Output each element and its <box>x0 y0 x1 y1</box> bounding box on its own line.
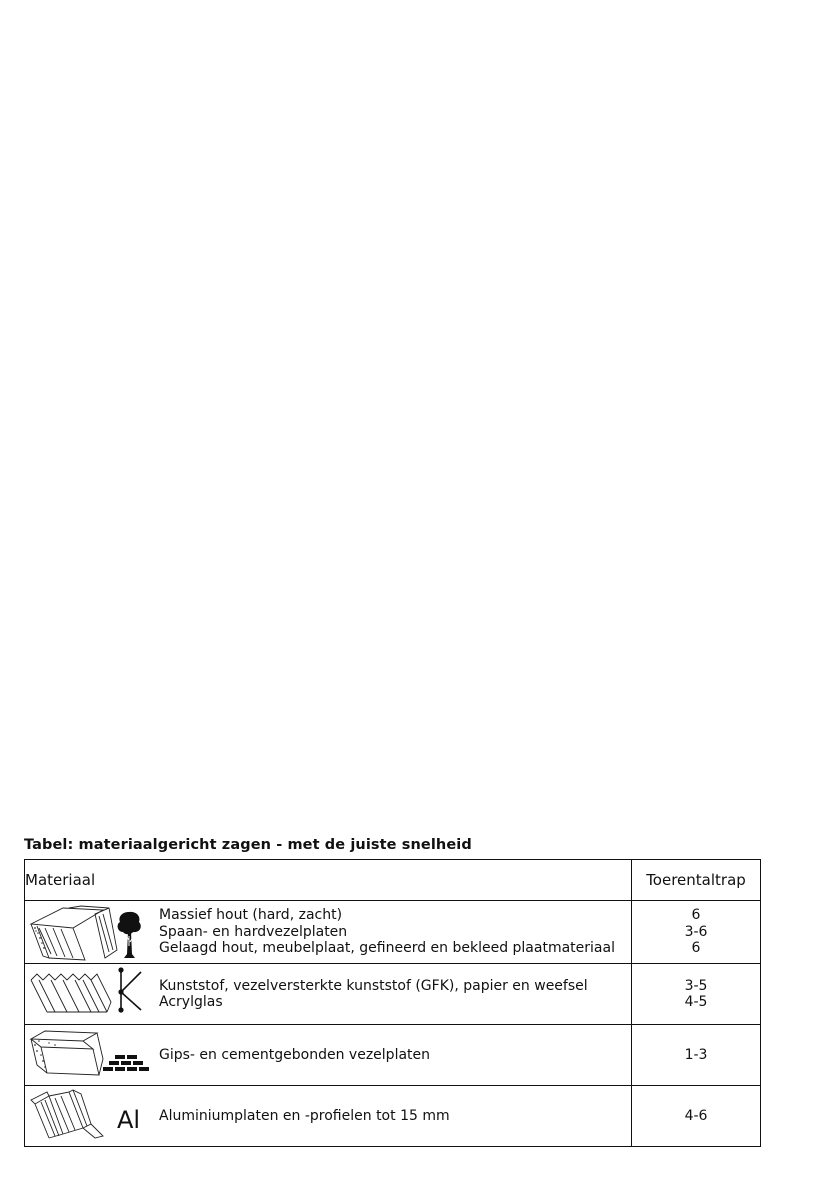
material-line: Spaan- en hardvezelplaten <box>159 923 348 940</box>
material-speed-table <box>24 859 761 1147</box>
speed-value: 6 <box>691 907 701 924</box>
plasterboard-brick-icon <box>25 1025 159 1085</box>
table-title: Tabel: materiaalgericht zagen - met de juiste snelheid <box>24 837 472 853</box>
material-description <box>159 907 615 957</box>
material-line: Aluminiumplaten en -profielen tot 15 mm <box>159 1107 450 1124</box>
material-description <box>159 1108 450 1125</box>
speed-value: 3-6 <box>684 923 708 940</box>
speed-value: 4-6 <box>684 1107 708 1124</box>
material-line: Massief hout (hard, zacht) <box>159 907 343 924</box>
material-line: Gelaagd hout, meubelplaat, gefineerd en bekleed plaatmateriaal <box>159 940 615 957</box>
table-row <box>25 1086 761 1147</box>
header-material: Materiaal <box>25 860 632 901</box>
material-description <box>159 978 588 1011</box>
speed-values <box>632 964 761 1025</box>
aluminium-profile-icon <box>25 1086 159 1146</box>
material-line: Gips- en cementgebonden vezelplaten <box>159 1046 431 1063</box>
speed-values <box>632 1025 761 1086</box>
table-row <box>25 901 761 964</box>
table-header-row <box>25 860 761 901</box>
table-row <box>25 964 761 1025</box>
speed-values <box>632 901 761 964</box>
speed-value: 6 <box>691 940 701 957</box>
speed-value: 3-5 <box>684 977 708 994</box>
material-line: Acrylglas <box>159 994 223 1010</box>
plastic-sheet-k-icon <box>25 964 159 1024</box>
header-speed: Toerentaltrap <box>632 860 761 901</box>
aluminium-symbol-label: Al <box>117 1106 141 1134</box>
speed-value: 4-5 <box>684 994 708 1010</box>
material-line: Kunststof, vezelversterkte kunststof (GFK), papier en weefsel <box>159 977 588 994</box>
wood-board-tree-icon <box>25 902 159 962</box>
speed-values <box>632 1086 761 1147</box>
table-row <box>25 1025 761 1086</box>
speed-value: 1-3 <box>684 1046 708 1063</box>
material-description <box>159 1047 430 1064</box>
